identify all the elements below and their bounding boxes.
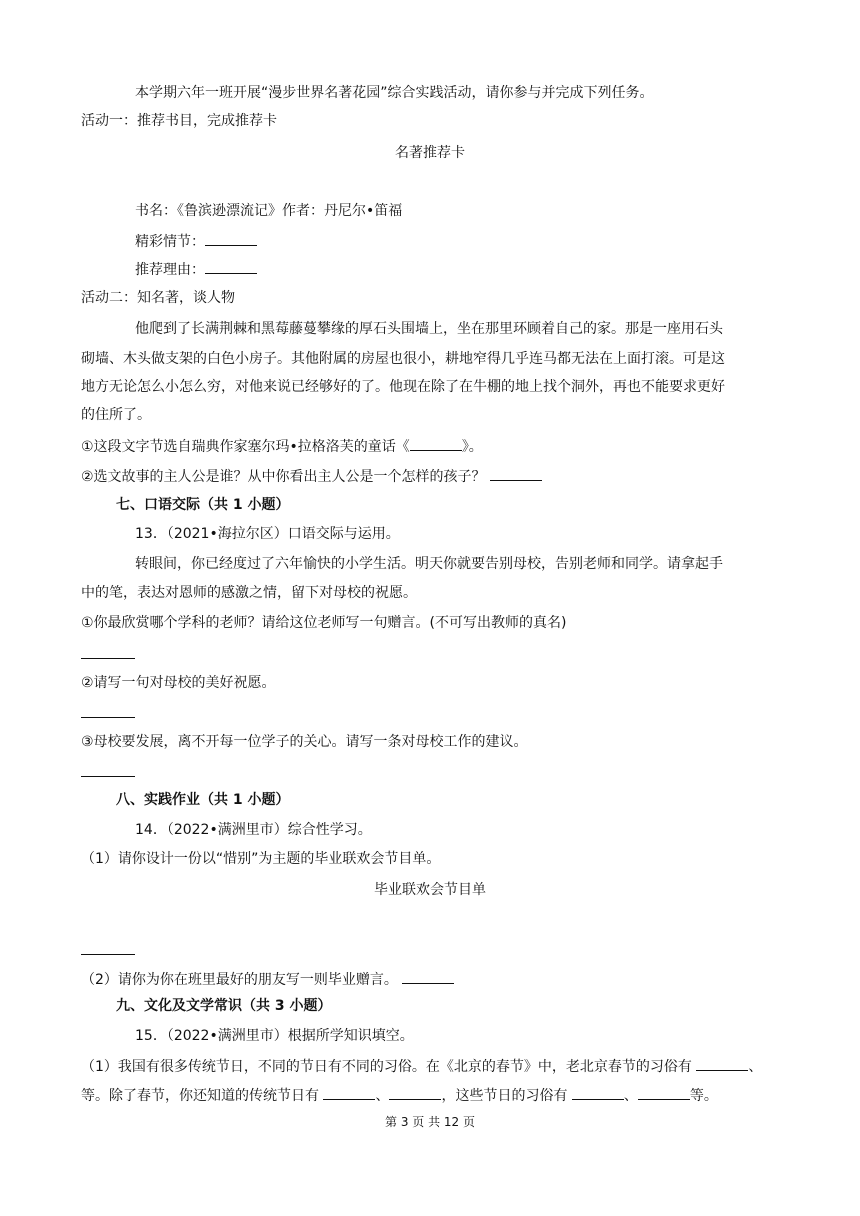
q15-text-e: ，这些节日的习俗有	[441, 1088, 572, 1104]
passage-line: 他爬到了长满荆棘和黑莓藤蔓攀缘的厚石头围墙上，坐在那里环顾着自己的家。那是一座用石头	[135, 321, 723, 337]
reason-blank	[205, 259, 257, 274]
q15-blank	[323, 1085, 375, 1100]
passage-line: 地方无论怎么小怎么穷，对他来说已经够好的了。他现在除了在牛棚的地上找个洞外，再也不能要求更好	[81, 379, 725, 395]
question-13-number: 13．（2021•海拉尔区）口语交际与运用。	[135, 526, 400, 542]
passage-line: 砌墙、木头做支架的白色小房子。其他附属的房屋也很小，耕地窄得几乎连马都无法在上面打滚。可是这	[81, 351, 725, 367]
q15-text-d: 、	[375, 1088, 390, 1104]
answer-blank-line	[81, 954, 135, 955]
activity2-question-1	[81, 436, 483, 457]
question-13-body: 中的笔，表达对恩师的感激之情，留下对母校的祝愿。	[81, 585, 417, 601]
q2-blank	[490, 466, 542, 481]
answer-blank-line	[81, 658, 135, 659]
section7-heading: 七、口语交际（共 1 小题）	[116, 497, 290, 513]
q15-blank	[696, 1056, 748, 1071]
passage-line: 的住所了。	[81, 407, 151, 423]
q2-text: ②选文故事的主人公是谁？从中你看出主人公是一个怎样的孩子？	[81, 469, 486, 485]
q15-blank	[389, 1085, 441, 1100]
q15-text-g: 等。	[689, 1088, 718, 1104]
q14-2-blank	[402, 969, 454, 984]
question-14-sub-2	[81, 969, 454, 990]
q15-text-a: （1）我国有很多传统节日，不同的节日有不同的习俗。在《北京的春节》中，老北京春节的习俗有	[81, 1059, 697, 1075]
q15-text-b: 、	[748, 1059, 763, 1075]
q1-suffix: 》。	[461, 439, 483, 455]
question-14-sub-1: （1）请你设计一份以“惜别”为主题的毕业联欢会节目单。	[81, 851, 441, 867]
intro-text: 本学期六年一班开展“漫步世界名著花园”综合实践活动，请你参与并完成下列任务。	[135, 85, 654, 101]
question-15-number: 15．（2022•满洲里市）根据所学知识填空。	[135, 1028, 414, 1044]
q15-blank	[572, 1085, 624, 1100]
plot-label: 精彩情节：	[135, 234, 205, 250]
question-15-line-1	[81, 1056, 762, 1077]
reason-field	[135, 259, 257, 280]
activity1-title: 活动一：推荐书目，完成推荐卡	[81, 113, 277, 129]
reason-label: 推荐理由：	[135, 262, 205, 278]
question-13-sub-3: ③母校要发展，离不开每一位学子的关心。请写一条对母校工作的建议。	[81, 734, 528, 750]
section9-heading: 九、文化及文学常识（共 3 小题）	[116, 998, 332, 1014]
q1-prefix: ①这段文字节选自瑞典作家塞尔玛•拉格洛芙的童话《	[81, 439, 410, 455]
question-14-number: 14．（2022•满洲里市）综合性学习。	[135, 822, 372, 838]
page-footer: 第 3 页 共 12 页	[385, 1115, 475, 1129]
q15-text-f: 、	[623, 1088, 638, 1104]
q1-blank	[410, 436, 462, 451]
book-info: 书名：《鲁滨逊漂流记》作者：丹尼尔•笛福	[135, 203, 403, 219]
activity2-title: 活动二：知名著，谈人物	[81, 290, 235, 306]
plot-field	[135, 231, 257, 252]
answer-blank-line	[81, 776, 135, 777]
question-13-sub-2: ②请写一句对母校的美好祝愿。	[81, 675, 276, 691]
question-15-line-2	[81, 1085, 718, 1106]
answer-blank-line	[81, 717, 135, 718]
program-list-title: 毕业联欢会节目单	[374, 882, 486, 898]
activity2-question-2	[81, 466, 542, 487]
recommend-card-title: 名著推荐卡	[395, 145, 465, 161]
question-13-sub-1: ①你最欣赏哪个学科的老师？请给这位老师写一句赠言。(不可写出教师的真名)	[81, 615, 567, 631]
plot-blank	[205, 231, 257, 246]
q15-text-c: 等。除了春节，你还知道的传统节日有	[81, 1088, 324, 1104]
section8-heading: 八、实践作业（共 1 小题）	[116, 792, 290, 808]
q14-2-text: （2）请你为你在班里最好的朋友写一则毕业赠言。	[81, 972, 398, 988]
question-13-body: 转眼间，你已经度过了六年愉快的小学生活。明天你就要告别母校，告别老师和同学。请拿起手	[135, 556, 723, 572]
q15-blank	[638, 1085, 690, 1100]
